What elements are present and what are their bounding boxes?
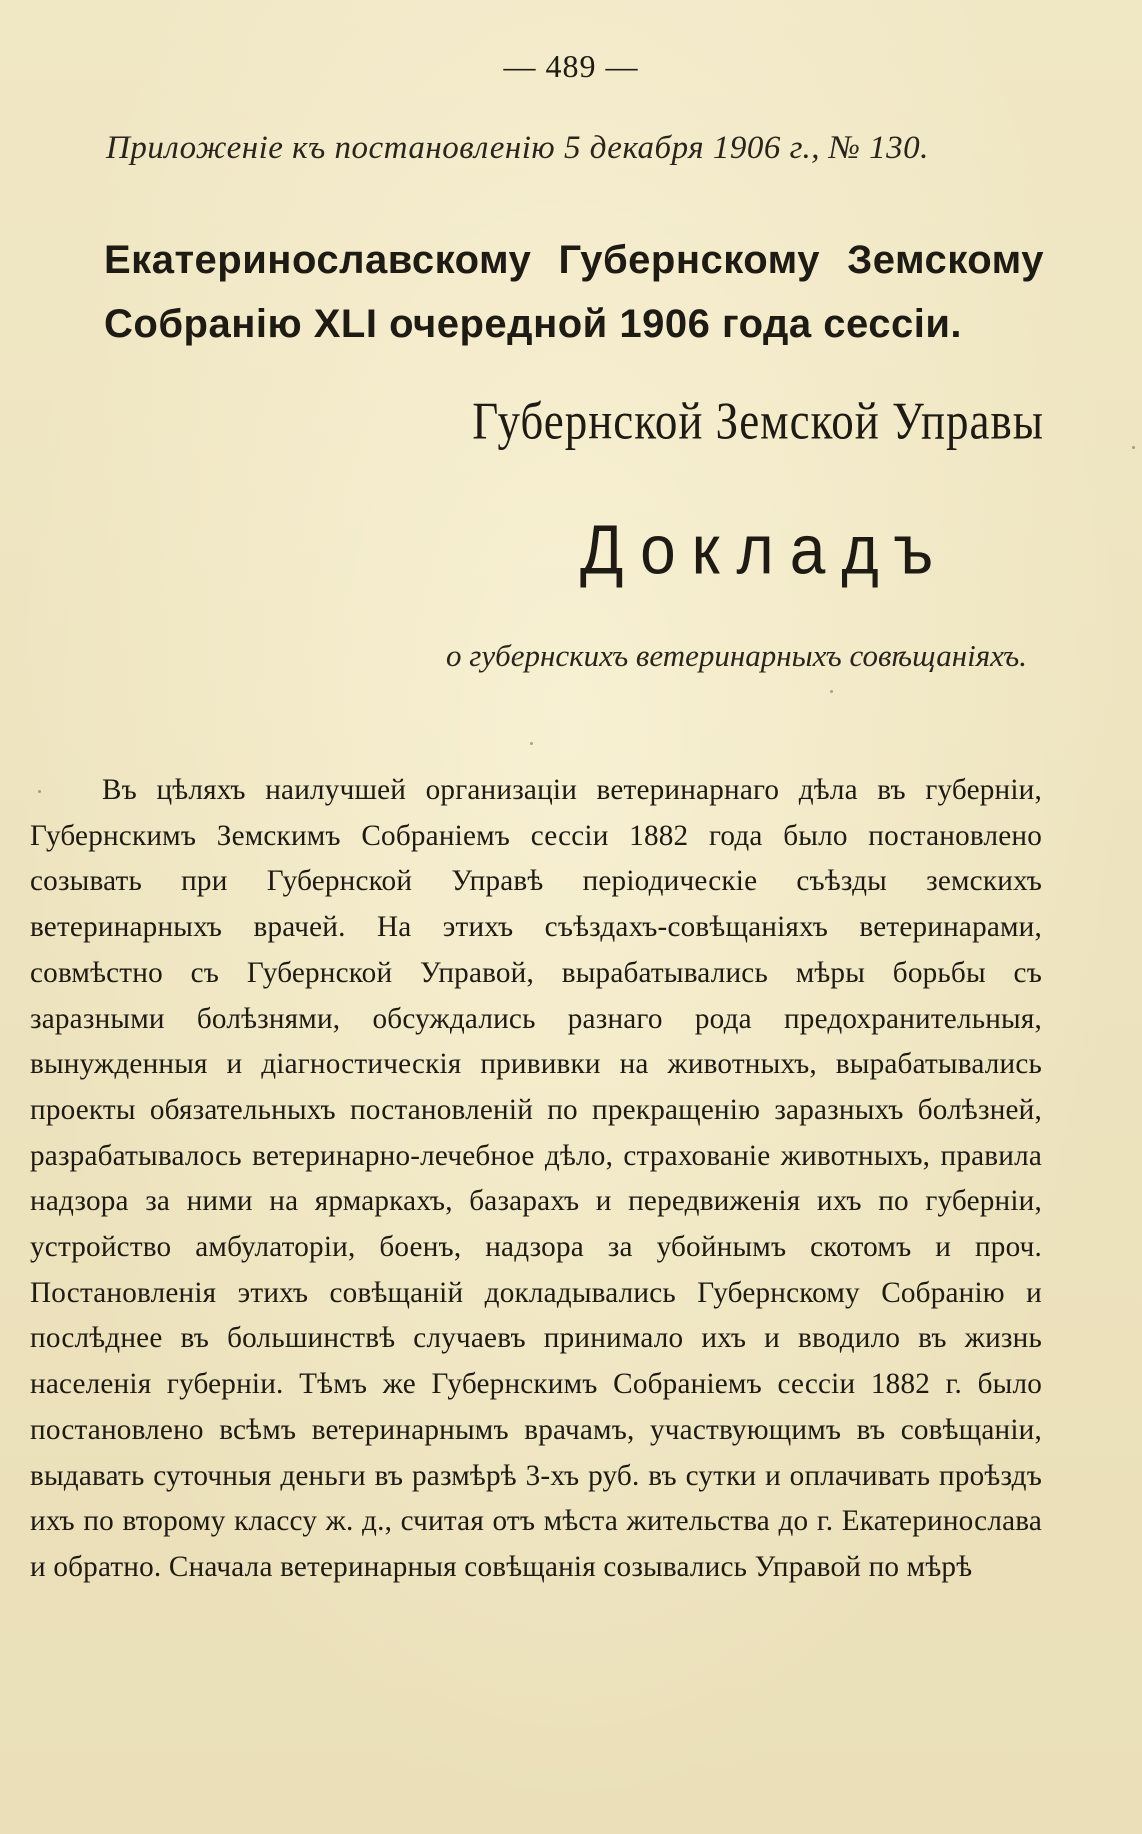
page-number: — 489 — xyxy=(503,48,639,84)
paper-speck xyxy=(530,742,533,745)
paper-speck xyxy=(38,790,41,793)
appendix-note: Приложеніе къ постановленію 5 декабря 1906 г., № 130. xyxy=(106,130,929,166)
document-subject: о губернскихъ ветеринарныхъ совѣщаніяхъ. xyxy=(446,638,1027,673)
body-paragraph: Въ цѣляхъ наилучшей организаціи ветеринарнаго дѣла въ губерніи, Губернскимъ Земскимъ Собраніемъ сессіи 1882 года было постановлено созывать при Губернской Управѣ періодическіе съѣзды земскихъ ветеринарныхъ врачей. На этихъ съѣздахъ-совѣщаніяхъ ветеринарами, совмѣстно съ Губернской Управой, вырабатывались мѣры борьбы съ заразными болѣзнями, обсуждались разнаго рода предохранительныя, вынужденныя и діагностическія прививки на животныхъ, вырабатывались проекты обязательныхъ постановленій по прекращенію заразныхъ болѣзней, разрабатывалось ветеринарно-лечебное дѣло, страхованіе животныхъ, правила надзора за ними на ярмаркахъ, базарахъ и передвиженія ихъ по губерніи, устройство амбулаторіи, боенъ, надзора за убойнымъ скотомъ и проч. Постановленія этихъ совѣщаній докладывались Губернскому Собранію и послѣднее въ большинствѣ случаевъ принимало ихъ и вводило въ жизнь населенія губерніи. Тѣмъ же Губернскимъ Собраніемъ сессіи 1882 г. было постановлено всѣмъ ветеринарнымъ врачамъ, участвующимъ въ совѣщаніи, выдавать суточныя деньги въ размѣрѣ 3-хъ руб. въ сутки и оплачивать проѣздъ ихъ по второму классу ж. д., считая отъ мѣста жительства до г. Екатеринослава и обратно. Сначала ветеринарныя совѣщанія созывались Управой по мѣрѣ xyxy=(30,774,1042,1583)
paper-speck xyxy=(1132,446,1135,449)
paper-speck xyxy=(830,690,833,693)
issuer-heading: Губернской Земской Управы xyxy=(472,391,1044,451)
document-title: Докладъ xyxy=(580,511,950,589)
addressee-heading: Екатеринославскому Губернскому Земскому Собранію XLI очередной 1906 года сессіи. xyxy=(104,238,1044,346)
